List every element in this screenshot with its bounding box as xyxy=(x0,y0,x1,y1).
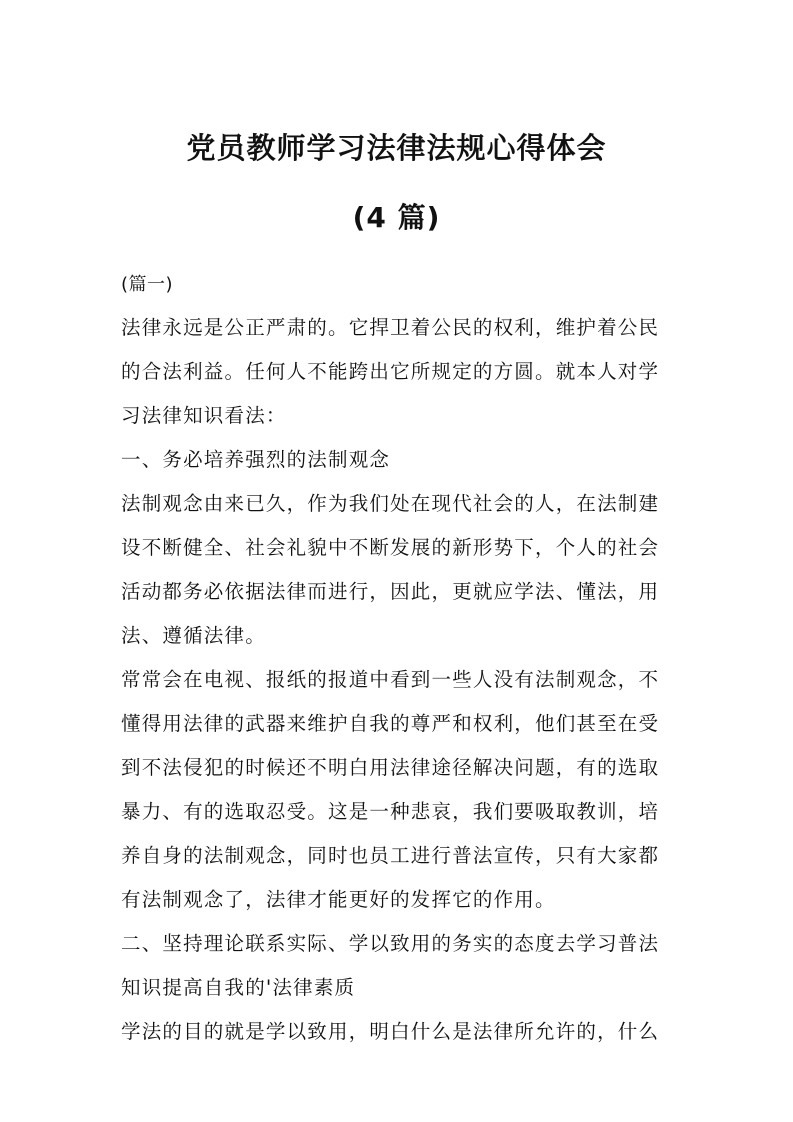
section-marker-line xyxy=(121,268,681,300)
body-line: 法、遵循法律。 xyxy=(121,624,266,647)
body-line: 设不断健全、社会礼貌中不断发展的新形势下，个人的社会 xyxy=(121,536,660,559)
section-heading: 二、坚持理论联系实际、学以致用的务实的态度去学习普法 xyxy=(121,932,660,955)
body-line: 到不法侵犯的时候还不明白用法律途径解决问题，有的选取 xyxy=(121,756,660,779)
body-text xyxy=(121,312,681,1047)
body-line: 常常会在电视、报纸的报道中看到一些人没有法制观念，不 xyxy=(121,668,660,691)
document-subtitle: (4 篇) xyxy=(352,201,441,234)
section-heading: 知识提高自我的'法律素质 xyxy=(121,976,356,999)
body-line: 有法制观念了，法律才能更好的发挥它的作用。 xyxy=(121,888,556,911)
section-heading: 一、务必培养强烈的法制观念 xyxy=(121,448,391,471)
body-line: 懂得用法律的武器来维护自我的尊严和权利，他们甚至在受 xyxy=(121,712,660,735)
body-line: 暴力、有的选取忍受。这是一种悲哀，我们要吸取教训，培 xyxy=(121,800,660,823)
body-line: 活动都务必依据法律而进行，因此，更就应学法、懂法，用 xyxy=(121,580,660,603)
body-line: 习法律知识看法： xyxy=(121,404,287,427)
body-line: 法制观念由来已久，作为我们处在现代社会的人，在法制建 xyxy=(121,492,660,515)
body-line: 法律永远是公正严肃的。它捍卫着公民的权利，维护着公民 xyxy=(121,316,660,339)
section-marker: (篇一) xyxy=(121,274,174,295)
document-title: 党员教师学习法律法规心得体会 xyxy=(186,131,607,165)
body-line: 养自身的法制观念，同时也员工进行普法宣传，只有大家都 xyxy=(121,844,660,867)
body-line: 学法的目的就是学以致用，明白什么是法律所允许的，什么 xyxy=(121,1020,660,1043)
body-line: 的合法利益。任何人不能跨出它所规定的方圆。就本人对学 xyxy=(121,360,660,383)
